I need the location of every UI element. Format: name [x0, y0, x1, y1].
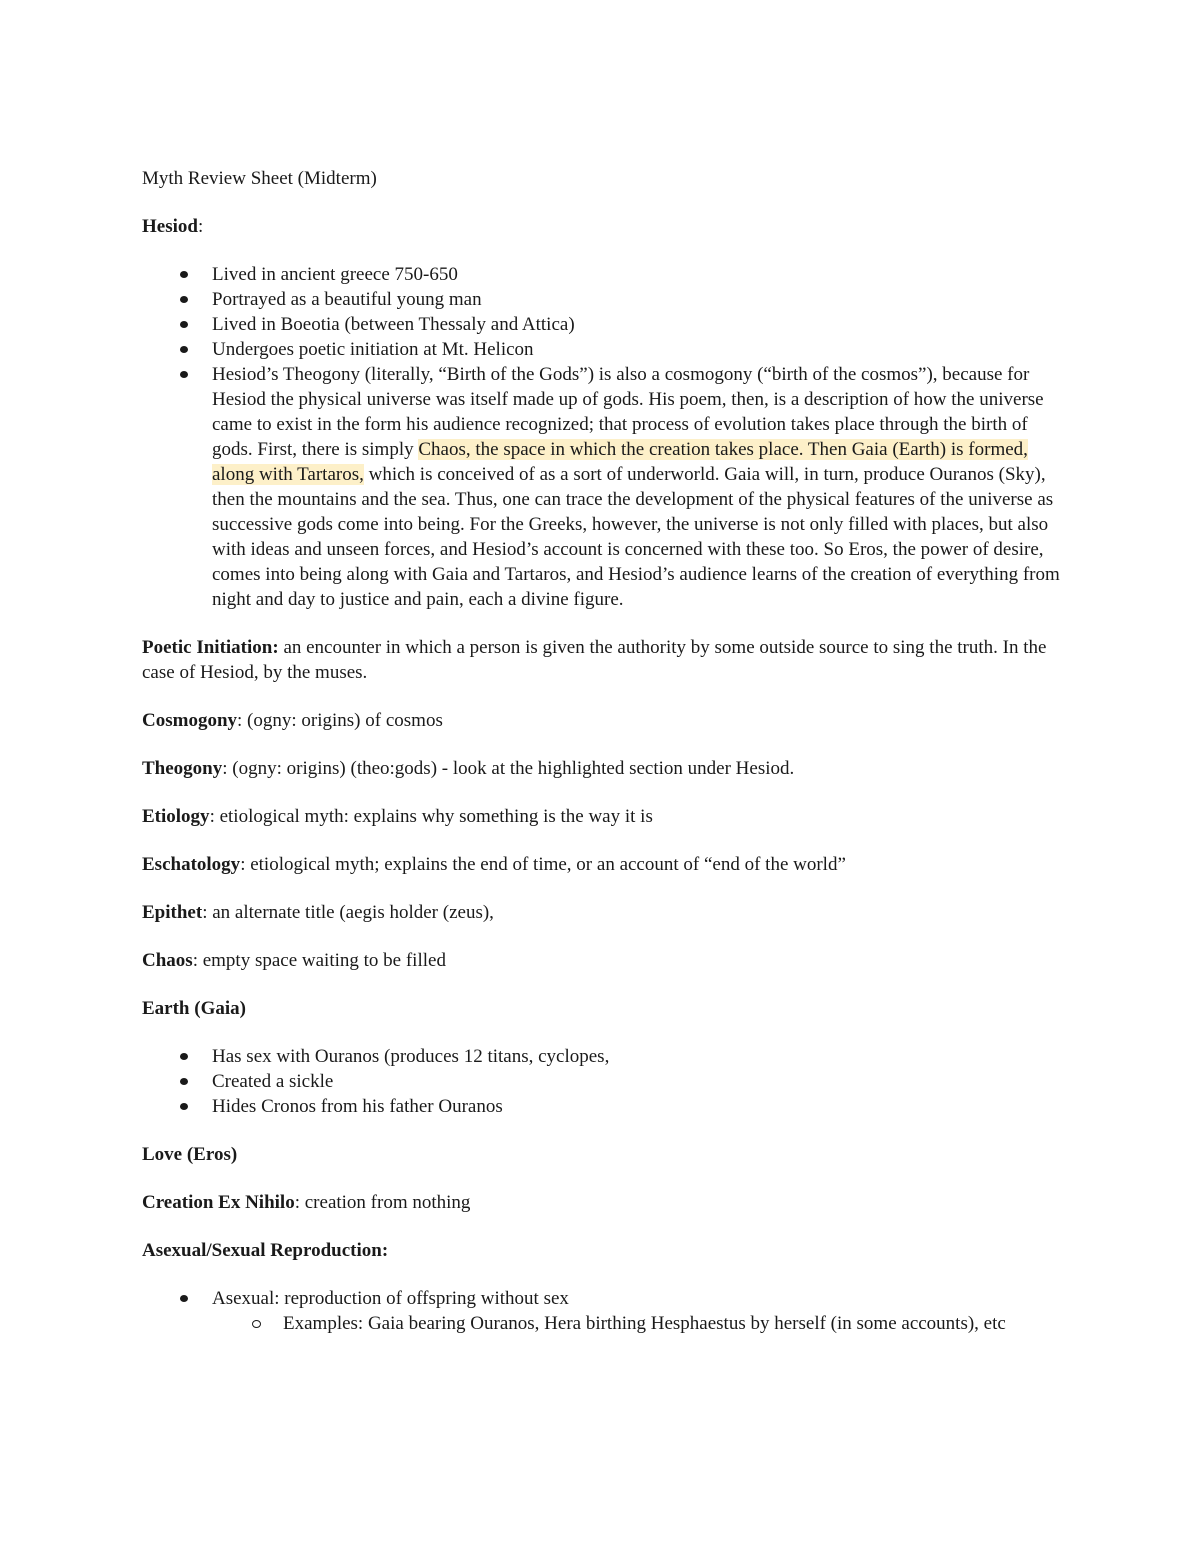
sub-list-item: Examples: Gaia bearing Ouranos, Hera birthing Hesphaestus by herself (in some accounts), etc — [283, 1311, 1062, 1336]
term-theogony — [142, 756, 1062, 781]
hesiod-heading — [142, 214, 1062, 239]
document-page — [142, 166, 1062, 1359]
term-label: Creation Ex Nihilo — [142, 1192, 295, 1213]
term-chaos — [142, 948, 1062, 973]
term-label: Epithet — [142, 902, 203, 923]
term-definition: : etiological myth: explains why something is the way it is — [209, 806, 653, 827]
term-label: Eschatology — [142, 854, 241, 875]
list-item: Hides Cronos from his father Ouranos — [212, 1094, 1062, 1119]
document-title: Myth Review Sheet (Midterm) — [142, 168, 377, 189]
highlighted-text: Chaos, the space in which the creation takes place. Then Gaia (Earth) is formed, along with Tartaros, — [212, 439, 1028, 485]
term-label: Etiology — [142, 806, 210, 827]
list-item: Undergoes poetic initiation at Mt. Helicon — [212, 337, 1062, 362]
list-item-text: Asexual: reproduction of offspring without sex — [212, 1288, 569, 1309]
term-definition: an encounter in which a person is given the authority by some outside source to sing the truth. In the case of Hesiod, by the muses. — [142, 637, 1047, 683]
term-definition: : an alternate title (aegis holder (zeus), — [202, 902, 494, 923]
term-definition: : creation from nothing — [294, 1192, 471, 1213]
love-heading — [142, 1142, 1062, 1167]
term-poetic-initiation — [142, 635, 1062, 685]
list-item: Lived in Boeotia (between Thessaly and Attica) — [212, 312, 1062, 337]
term-label: Poetic Initiation: — [142, 637, 279, 658]
term-definition: : empty space waiting to be filled — [192, 950, 446, 971]
reproduction-heading — [142, 1238, 1062, 1263]
earth-heading — [142, 996, 1062, 1021]
sub-bullet-list — [212, 1311, 1062, 1336]
reproduction-heading-label: Asexual/Sexual Reproduction: — [142, 1240, 389, 1261]
term-label: Cosmogony — [142, 710, 238, 731]
term-etiology — [142, 804, 1062, 829]
term-cosmogony — [142, 708, 1062, 733]
list-item: Lived in ancient greece 750-650 — [212, 262, 1062, 287]
list-item: Created a sickle — [212, 1069, 1062, 1094]
list-item: Portrayed as a beautiful young man — [212, 287, 1062, 312]
earth-heading-label: Earth (Gaia) — [142, 998, 246, 1019]
term-creation-ex-nihilo — [142, 1190, 1062, 1215]
term-label: Theogony — [142, 758, 223, 779]
term-eschatology — [142, 852, 1062, 877]
list-item: Has sex with Ouranos (produces 12 titans, cyclopes, — [212, 1044, 1062, 1069]
earth-bullet-list — [142, 1044, 1062, 1119]
reproduction-bullet-list — [142, 1286, 1062, 1336]
theogony-text-after: which is conceived of as a sort of underworld. Gaia will, in turn, produce Ouranos (Sky), then the mountains and the sea. Thus, one can trace the development of the physical features of the universe as successive gods come into being. For the Greeks, however, the universe is not only filled with places, but also with ideas and unseen forces, and Hesiod’s account is concerned with these too. So Eros, the power of desire, comes into being along with Gaia and Tartaros, and Hesiod’s audience learns of the creation of everything from night and day to justice and pain, each a divine figure. — [212, 464, 1060, 610]
hesiod-bullet-list — [142, 262, 1062, 612]
term-epithet — [142, 900, 1062, 925]
term-definition: : (ogny: origins) (theo:gods) - look at the highlighted section under Hesiod. — [222, 758, 795, 779]
love-heading-label: Love (Eros) — [142, 1144, 238, 1165]
list-item-theogony — [212, 362, 1062, 612]
list-item — [212, 1286, 1062, 1336]
theogony-text-before: Hesiod’s Theogony (literally, “Birth of the Gods”) is also a cosmogony (“birth of the cosmos”), because for Hesiod the physical universe was itself made up of gods. His poem, then, is a description of how the universe came to exist in the form his audience recognized; that process of evolution takes place through the birth of gods. First, there is simply — [212, 364, 1044, 460]
term-definition: : (ogny: origins) of cosmos — [237, 710, 443, 731]
hesiod-heading-label: Hesiod — [142, 216, 198, 237]
term-definition: : etiological myth; explains the end of time, or an account of “end of the world” — [240, 854, 846, 875]
term-label: Chaos — [142, 950, 193, 971]
hesiod-heading-colon: : — [197, 216, 204, 237]
